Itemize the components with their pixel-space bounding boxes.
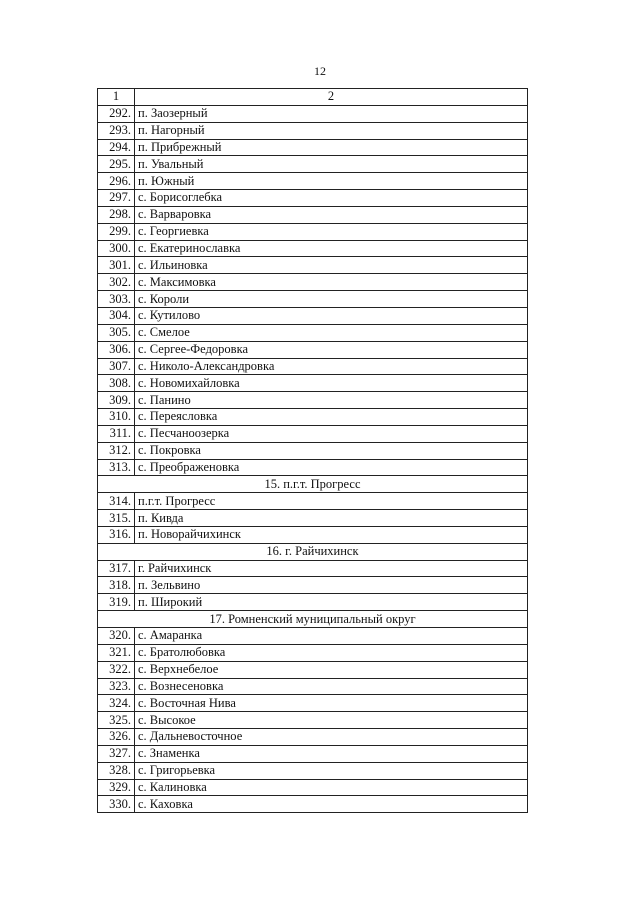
settlement-name: с. Екатеринославка [135, 240, 528, 257]
row-number: 327. [98, 745, 135, 762]
table-row [98, 442, 528, 459]
table-row [98, 729, 528, 746]
settlement-name: с. Амаранка [135, 628, 528, 645]
settlement-name: г. Райчихинск [135, 560, 528, 577]
settlement-name: п. Заозерный [135, 105, 528, 122]
row-number: 306. [98, 341, 135, 358]
row-number: 298. [98, 206, 135, 223]
table-header-row [98, 89, 528, 106]
settlement-name: с. Короли [135, 291, 528, 308]
row-number: 324. [98, 695, 135, 712]
table-row [98, 493, 528, 510]
settlements-table-body [98, 89, 528, 813]
table-row [98, 796, 528, 813]
settlement-name: с. Максимовка [135, 274, 528, 291]
row-number: 301. [98, 257, 135, 274]
row-number: 296. [98, 173, 135, 190]
row-number: 326. [98, 729, 135, 746]
row-number: 328. [98, 762, 135, 779]
row-number: 300. [98, 240, 135, 257]
row-number: 323. [98, 678, 135, 695]
settlement-name: с. Калиновка [135, 779, 528, 796]
section-title: 16. г. Райчихинск [98, 543, 528, 560]
row-number: 294. [98, 139, 135, 156]
row-number: 311. [98, 425, 135, 442]
row-number: 314. [98, 493, 135, 510]
row-number: 293. [98, 122, 135, 139]
settlement-name: с. Григорьевка [135, 762, 528, 779]
table-row [98, 560, 528, 577]
settlement-name: с. Варваровка [135, 206, 528, 223]
section-row [98, 543, 528, 560]
table-row [98, 291, 528, 308]
settlement-name: п.г.т. Прогресс [135, 493, 528, 510]
row-number: 299. [98, 223, 135, 240]
settlement-name: с. Братолюбовка [135, 644, 528, 661]
table-row [98, 745, 528, 762]
settlements-table [97, 88, 528, 813]
table-row [98, 324, 528, 341]
row-number: 297. [98, 190, 135, 207]
table-row [98, 358, 528, 375]
table-row [98, 190, 528, 207]
row-number: 320. [98, 628, 135, 645]
table-row [98, 779, 528, 796]
table-row [98, 644, 528, 661]
row-number: 319. [98, 594, 135, 611]
row-number: 295. [98, 156, 135, 173]
settlement-name: с. Дальневосточное [135, 729, 528, 746]
row-number: 330. [98, 796, 135, 813]
section-row [98, 476, 528, 493]
settlement-name: с. Покровка [135, 442, 528, 459]
table-row [98, 122, 528, 139]
settlement-name: п. Южный [135, 173, 528, 190]
section-title: 15. п.г.т. Прогресс [98, 476, 528, 493]
settlement-name: с. Каховка [135, 796, 528, 813]
settlement-name: с. Переясловка [135, 409, 528, 426]
header-col-name: 2 [135, 89, 528, 106]
row-number: 316. [98, 526, 135, 543]
settlement-name: с. Песчаноозерка [135, 425, 528, 442]
table-row [98, 223, 528, 240]
table-row [98, 510, 528, 527]
table-row [98, 341, 528, 358]
row-number: 329. [98, 779, 135, 796]
table-row [98, 274, 528, 291]
settlement-name: с. Смелое [135, 324, 528, 341]
row-number: 308. [98, 375, 135, 392]
settlement-name: п. Зельвино [135, 577, 528, 594]
row-number: 321. [98, 644, 135, 661]
table-row [98, 240, 528, 257]
settlement-name: с. Сергее-Федоровка [135, 341, 528, 358]
settlement-name: с. Панино [135, 392, 528, 409]
table-row [98, 712, 528, 729]
section-title: 17. Ромненский муниципальный округ [98, 611, 528, 628]
settlement-name: п. Кивда [135, 510, 528, 527]
table-row [98, 459, 528, 476]
table-row [98, 307, 528, 324]
row-number: 307. [98, 358, 135, 375]
settlement-name: с. Ильиновка [135, 257, 528, 274]
table-row [98, 661, 528, 678]
row-number: 292. [98, 105, 135, 122]
table-row [98, 105, 528, 122]
row-number: 305. [98, 324, 135, 341]
settlement-name: с. Борисоглебка [135, 190, 528, 207]
table-row [98, 762, 528, 779]
settlement-name: с. Восточная Нива [135, 695, 528, 712]
table-row [98, 375, 528, 392]
row-number: 325. [98, 712, 135, 729]
settlement-name: с. Николо-Александровка [135, 358, 528, 375]
table-row [98, 156, 528, 173]
settlement-name: с. Вознесеновка [135, 678, 528, 695]
page-number: 12 [314, 64, 326, 78]
section-row [98, 611, 528, 628]
table-row [98, 392, 528, 409]
table-row [98, 409, 528, 426]
row-number: 318. [98, 577, 135, 594]
row-number: 302. [98, 274, 135, 291]
row-number: 322. [98, 661, 135, 678]
table-row [98, 526, 528, 543]
table-row [98, 577, 528, 594]
settlement-name: с. Верхнебелое [135, 661, 528, 678]
settlement-name: с. Кутилово [135, 307, 528, 324]
table-row [98, 206, 528, 223]
settlement-name: с. Высокое [135, 712, 528, 729]
table-row [98, 594, 528, 611]
settlement-name: п. Широкий [135, 594, 528, 611]
row-number: 315. [98, 510, 135, 527]
table-row [98, 628, 528, 645]
settlement-name: с. Знаменка [135, 745, 528, 762]
header-col-number: 1 [98, 89, 135, 106]
settlement-name: п. Новорайчихинск [135, 526, 528, 543]
settlement-name: с. Преображеновка [135, 459, 528, 476]
table-row [98, 173, 528, 190]
table-row [98, 425, 528, 442]
row-number: 309. [98, 392, 135, 409]
settlement-name: с. Новомихайловка [135, 375, 528, 392]
table-row [98, 695, 528, 712]
settlement-name: п. Прибрежный [135, 139, 528, 156]
settlement-name: п. Нагорный [135, 122, 528, 139]
table-row [98, 678, 528, 695]
settlement-name: п. Увальный [135, 156, 528, 173]
row-number: 313. [98, 459, 135, 476]
row-number: 312. [98, 442, 135, 459]
row-number: 317. [98, 560, 135, 577]
row-number: 304. [98, 307, 135, 324]
table-row [98, 257, 528, 274]
row-number: 310. [98, 409, 135, 426]
row-number: 303. [98, 291, 135, 308]
settlement-name: с. Георгиевка [135, 223, 528, 240]
table-row [98, 139, 528, 156]
